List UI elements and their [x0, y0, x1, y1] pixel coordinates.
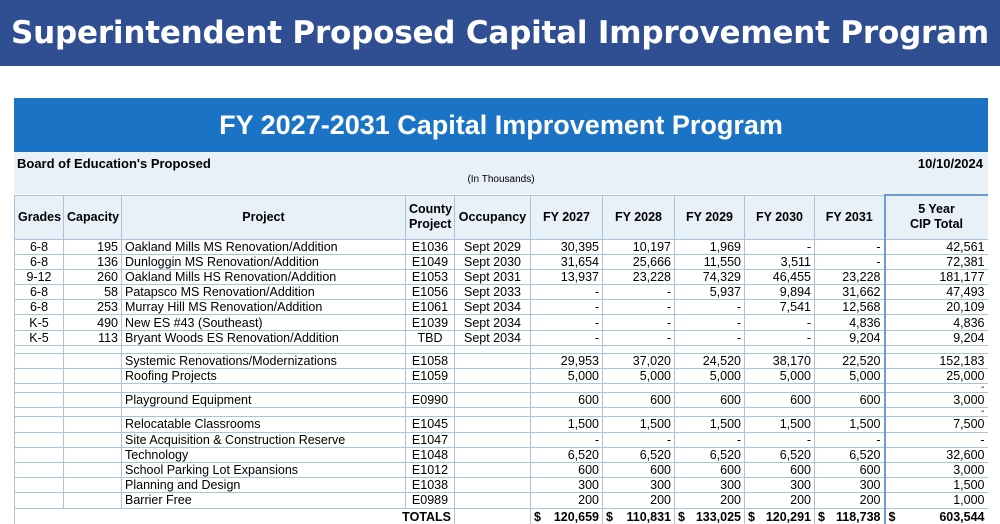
- totals-value: 118,738: [836, 509, 881, 524]
- cell-capacity: 253: [64, 300, 122, 315]
- cell-grades: [15, 384, 64, 393]
- table-row: [15, 384, 989, 393]
- cell-fy2028: [603, 384, 675, 393]
- cell-project: Planning and Design: [122, 478, 406, 493]
- cell-capacity: [64, 384, 122, 393]
- cell-fy2027: 600: [531, 462, 603, 477]
- cell-occupancy: [455, 447, 531, 462]
- cell-county-project: E1039: [406, 315, 455, 330]
- cell-county-project: E1049: [406, 254, 455, 269]
- table-row: [15, 369, 989, 384]
- cell-5yr-total: 4,836: [885, 315, 989, 330]
- cip-table: [14, 194, 988, 524]
- cell-5yr-total: 20,109: [885, 300, 989, 315]
- totals-total: [885, 508, 989, 524]
- totals-value: 120,291: [765, 509, 811, 524]
- cell-fy2029: -: [675, 432, 745, 447]
- cell-fy2031: -: [815, 432, 885, 447]
- spacer-cell: [531, 345, 603, 353]
- cell-county-project: E0990: [406, 393, 455, 408]
- col-occupancy: Occupancy: [455, 195, 531, 239]
- cell-county-project: E1045: [406, 417, 455, 432]
- totals-label: TOTALS: [15, 508, 455, 524]
- cell-county-project: E0989: [406, 493, 455, 508]
- cell-fy2027: 30,395: [531, 239, 603, 254]
- col-fy2029: FY 2029: [675, 195, 745, 239]
- cell-county-project: E1038: [406, 478, 455, 493]
- cell-project: Dunloggin MS Renovation/Addition: [122, 254, 406, 269]
- cell-occupancy: Sept 2034: [455, 315, 531, 330]
- cell-fy2028: -: [603, 330, 675, 345]
- cell-project: Site Acquisition & Construction Reserve: [122, 432, 406, 447]
- cell-5yr-total: 25,000: [885, 369, 989, 384]
- cell-fy2030: 600: [745, 393, 815, 408]
- cell-occupancy: [455, 353, 531, 368]
- spacer-cell: [64, 345, 122, 353]
- cell-grades: 6-8: [15, 300, 64, 315]
- cell-capacity: 260: [64, 269, 122, 284]
- cell-fy2031: 600: [815, 393, 885, 408]
- table-row: [15, 269, 989, 284]
- cell-fy2030: 300: [745, 478, 815, 493]
- cell-fy2027: 13,937: [531, 269, 603, 284]
- cell-county-project: E1059: [406, 369, 455, 384]
- cell-fy2028: 600: [603, 393, 675, 408]
- cell-county-project: E1058: [406, 353, 455, 368]
- cell-capacity: [64, 353, 122, 368]
- slide-banner: [0, 0, 1000, 66]
- cell-fy2031: 5,000: [815, 369, 885, 384]
- cell-fy2028: 600: [603, 462, 675, 477]
- cell-fy2028: -: [603, 285, 675, 300]
- cell-5yr-total: -: [885, 384, 989, 393]
- cell-occupancy: Sept 2034: [455, 300, 531, 315]
- cell-project: New ES #43 (Southeast): [122, 315, 406, 330]
- cell-project: Bryant Woods ES Renovation/Addition: [122, 330, 406, 345]
- cell-fy2029: -: [675, 300, 745, 315]
- cell-project: Murray Hill MS Renovation/Addition: [122, 300, 406, 315]
- totals-fy2031: [815, 508, 885, 524]
- spacer-cell: [122, 345, 406, 353]
- cell-fy2027: 31,654: [531, 254, 603, 269]
- cell-grades: 6-8: [15, 254, 64, 269]
- cell-capacity: [64, 369, 122, 384]
- cip-spreadsheet: [14, 98, 988, 524]
- cell-grades: [15, 393, 64, 408]
- cell-fy2028: [603, 408, 675, 417]
- sheet-title: FY 2027-2031 Capital Improvement Program: [14, 98, 988, 152]
- cell-project: Patapsco MS Renovation/Addition: [122, 285, 406, 300]
- cell-fy2030: -: [745, 330, 815, 345]
- table-row: [15, 447, 989, 462]
- cell-fy2029: 1,969: [675, 239, 745, 254]
- cell-fy2027: 29,953: [531, 353, 603, 368]
- cell-project: Technology: [122, 447, 406, 462]
- cell-fy2028: -: [603, 432, 675, 447]
- currency-symbol: $: [606, 509, 613, 524]
- cell-fy2029: 11,550: [675, 254, 745, 269]
- cell-occupancy: [455, 384, 531, 393]
- cell-fy2031: 600: [815, 462, 885, 477]
- cell-fy2029: [675, 408, 745, 417]
- cell-project: Relocatable Classrooms: [122, 417, 406, 432]
- cell-fy2029: 1,500: [675, 417, 745, 432]
- cell-county-project: [406, 384, 455, 393]
- cell-project: [122, 384, 406, 393]
- cell-project: Roofing Projects: [122, 369, 406, 384]
- cell-fy2030: [745, 384, 815, 393]
- cell-occupancy: [455, 417, 531, 432]
- cell-county-project: E1047: [406, 432, 455, 447]
- cell-grades: [15, 417, 64, 432]
- cell-occupancy: Sept 2031: [455, 269, 531, 284]
- cell-fy2028: 37,020: [603, 353, 675, 368]
- cell-fy2031: 31,662: [815, 285, 885, 300]
- cell-fy2031: 12,568: [815, 300, 885, 315]
- cell-capacity: [64, 493, 122, 508]
- cell-capacity: [64, 417, 122, 432]
- cell-fy2028: 25,666: [603, 254, 675, 269]
- table-row: [15, 254, 989, 269]
- cell-fy2029: 24,520: [675, 353, 745, 368]
- currency-symbol: $: [888, 509, 896, 524]
- cell-occupancy: [455, 462, 531, 477]
- totals-value: 120,659: [553, 509, 599, 524]
- cell-fy2031: 22,520: [815, 353, 885, 368]
- cell-grades: 6-8: [15, 285, 64, 300]
- cell-fy2030: 9,894: [745, 285, 815, 300]
- spacer-cell: [603, 345, 675, 353]
- spacer-cell: [406, 345, 455, 353]
- totals-row: [15, 508, 989, 524]
- cell-fy2030: -: [745, 239, 815, 254]
- totals-fy2028: [603, 508, 675, 524]
- sheet-subheader: [14, 152, 988, 194]
- cell-occupancy: [455, 393, 531, 408]
- spacer-cell: [675, 345, 745, 353]
- cell-capacity: [64, 447, 122, 462]
- cell-fy2029: 5,937: [675, 285, 745, 300]
- cell-fy2029: 600: [675, 462, 745, 477]
- spacer-cell: [745, 345, 815, 353]
- cell-project: School Parking Lot Expansions: [122, 462, 406, 477]
- sheet-date: 10/10/2024: [917, 156, 983, 171]
- cell-fy2031: -: [815, 239, 885, 254]
- col-county-project: County Project: [406, 195, 455, 239]
- cell-5yr-total: 1,500: [885, 478, 989, 493]
- cell-fy2028: 300: [603, 478, 675, 493]
- cell-grades: [15, 353, 64, 368]
- cell-project: [122, 408, 406, 417]
- cell-fy2027: -: [531, 330, 603, 345]
- cell-county-project: E1048: [406, 447, 455, 462]
- cell-fy2028: 200: [603, 493, 675, 508]
- cell-fy2030: 6,520: [745, 447, 815, 462]
- cell-fy2031: 6,520: [815, 447, 885, 462]
- cell-fy2031: 4,836: [815, 315, 885, 330]
- cell-fy2027: -: [531, 300, 603, 315]
- cell-5yr-total: 3,000: [885, 462, 989, 477]
- cell-grades: [15, 369, 64, 384]
- col-capacity: Capacity: [64, 195, 122, 239]
- cell-capacity: [64, 478, 122, 493]
- board-label: Board of Education's Proposed: [17, 156, 211, 171]
- cell-fy2029: 5,000: [675, 369, 745, 384]
- cell-capacity: 136: [64, 254, 122, 269]
- cell-fy2027: -: [531, 432, 603, 447]
- cell-capacity: [64, 462, 122, 477]
- cell-fy2027: [531, 384, 603, 393]
- cell-fy2031: 200: [815, 493, 885, 508]
- cell-fy2029: 600: [675, 393, 745, 408]
- cell-fy2031: [815, 384, 885, 393]
- cell-fy2030: -: [745, 315, 815, 330]
- cell-occupancy: Sept 2034: [455, 330, 531, 345]
- cell-5yr-total: 9,204: [885, 330, 989, 345]
- cell-5yr-total: -: [885, 408, 989, 417]
- cell-project: Systemic Renovations/Modernizations: [122, 353, 406, 368]
- cell-fy2031: [815, 408, 885, 417]
- table-row: [15, 300, 989, 315]
- cell-fy2027: -: [531, 315, 603, 330]
- col-grades: Grades: [15, 195, 64, 239]
- cell-fy2028: -: [603, 315, 675, 330]
- cell-county-project: E1012: [406, 462, 455, 477]
- cell-occupancy: Sept 2033: [455, 285, 531, 300]
- cell-occupancy: [455, 432, 531, 447]
- cell-occupancy: Sept 2030: [455, 254, 531, 269]
- cell-5yr-total: 42,561: [885, 239, 989, 254]
- cell-fy2029: 200: [675, 493, 745, 508]
- cell-county-project: E1056: [406, 285, 455, 300]
- spacer-cell: [815, 345, 885, 353]
- cell-fy2027: -: [531, 285, 603, 300]
- table-row: [15, 393, 989, 408]
- table-row: [15, 478, 989, 493]
- slide-title: Superintendent Proposed Capital Improvement Program: [11, 15, 989, 51]
- cell-fy2031: 23,228: [815, 269, 885, 284]
- cell-grades: [15, 462, 64, 477]
- cell-occupancy: [455, 478, 531, 493]
- cell-county-project: E1061: [406, 300, 455, 315]
- cell-fy2029: 74,329: [675, 269, 745, 284]
- currency-symbol: $: [818, 509, 825, 524]
- cell-fy2027: [531, 408, 603, 417]
- col-fy2030: FY 2030: [745, 195, 815, 239]
- cell-fy2031: -: [815, 254, 885, 269]
- cell-county-project: E1053: [406, 269, 455, 284]
- cell-5yr-total: 1,000: [885, 493, 989, 508]
- cell-5yr-total: 47,493: [885, 285, 989, 300]
- currency-symbol: $: [678, 509, 685, 524]
- cell-occupancy: [455, 369, 531, 384]
- cell-fy2027: 300: [531, 478, 603, 493]
- cell-5yr-total: -: [885, 432, 989, 447]
- cell-project: Playground Equipment: [122, 393, 406, 408]
- spacer-cell: [15, 345, 64, 353]
- cell-project: Oakland Mills MS Renovation/Addition: [122, 239, 406, 254]
- table-row: [15, 462, 989, 477]
- cell-5yr-total: 181,177: [885, 269, 989, 284]
- cell-capacity: 195: [64, 239, 122, 254]
- currency-symbol: $: [534, 509, 541, 524]
- cell-fy2030: 46,455: [745, 269, 815, 284]
- table-row: [15, 353, 989, 368]
- cell-capacity: 113: [64, 330, 122, 345]
- cell-fy2029: -: [675, 330, 745, 345]
- cell-fy2027: 200: [531, 493, 603, 508]
- col-fy2028: FY 2028: [603, 195, 675, 239]
- cell-grades: K-5: [15, 315, 64, 330]
- cell-grades: [15, 432, 64, 447]
- cell-grades: [15, 408, 64, 417]
- table-row: [15, 408, 989, 417]
- cell-fy2030: 1,500: [745, 417, 815, 432]
- cell-fy2028: 10,197: [603, 239, 675, 254]
- cell-fy2028: 6,520: [603, 447, 675, 462]
- cell-occupancy: [455, 508, 531, 524]
- units-note: (In Thousands): [467, 174, 535, 185]
- totals-fy2027: [531, 508, 603, 524]
- cell-fy2031: 9,204: [815, 330, 885, 345]
- totals-value: 603,544: [939, 509, 985, 524]
- cell-occupancy: [455, 493, 531, 508]
- cell-grades: [15, 478, 64, 493]
- table-row: [15, 285, 989, 300]
- cell-grades: K-5: [15, 330, 64, 345]
- cell-fy2030: 3,511: [745, 254, 815, 269]
- cell-grades: [15, 447, 64, 462]
- totals-fy2030: [745, 508, 815, 524]
- cell-fy2027: 1,500: [531, 417, 603, 432]
- cell-fy2031: 1,500: [815, 417, 885, 432]
- cell-fy2030: 5,000: [745, 369, 815, 384]
- cell-fy2028: 23,228: [603, 269, 675, 284]
- currency-symbol: $: [748, 509, 755, 524]
- cell-5yr-total: 7,500: [885, 417, 989, 432]
- cell-fy2029: 6,520: [675, 447, 745, 462]
- cell-fy2030: -: [745, 432, 815, 447]
- table-row: [15, 417, 989, 432]
- spacer-cell: [885, 345, 989, 353]
- cell-grades: [15, 493, 64, 508]
- cell-fy2028: 5,000: [603, 369, 675, 384]
- cell-capacity: [64, 408, 122, 417]
- cell-grades: 6-8: [15, 239, 64, 254]
- totals-value: 110,831: [626, 509, 671, 524]
- cell-project: Oakland Mills HS Renovation/Addition: [122, 269, 406, 284]
- cell-grades: 9-12: [15, 269, 64, 284]
- cell-fy2030: 200: [745, 493, 815, 508]
- table-header-row: [15, 195, 989, 239]
- cell-capacity: [64, 432, 122, 447]
- totals-value: 133,025: [695, 509, 741, 524]
- cell-capacity: 58: [64, 285, 122, 300]
- table-body: [15, 239, 989, 524]
- cell-5yr-total: 72,381: [885, 254, 989, 269]
- table-row: [15, 330, 989, 345]
- cell-capacity: 490: [64, 315, 122, 330]
- cell-fy2031: 300: [815, 478, 885, 493]
- cell-fy2030: 600: [745, 462, 815, 477]
- cell-fy2030: [745, 408, 815, 417]
- cell-5yr-total: 32,600: [885, 447, 989, 462]
- table-row: [15, 493, 989, 508]
- totals-fy2029: [675, 508, 745, 524]
- col-project: Project: [122, 195, 406, 239]
- cell-county-project: [406, 408, 455, 417]
- cell-fy2027: 6,520: [531, 447, 603, 462]
- cell-fy2027: 5,000: [531, 369, 603, 384]
- table-row: [15, 432, 989, 447]
- cell-project: Barrier Free: [122, 493, 406, 508]
- cell-5yr-total: 3,000: [885, 393, 989, 408]
- spacer-row: [15, 345, 989, 353]
- col-fy2031: FY 2031: [815, 195, 885, 239]
- cell-fy2028: 1,500: [603, 417, 675, 432]
- col-fy2027: FY 2027: [531, 195, 603, 239]
- table-row: [15, 315, 989, 330]
- cell-fy2029: 300: [675, 478, 745, 493]
- cell-fy2027: 600: [531, 393, 603, 408]
- col-5yr-total: 5 Year CIP Total: [885, 195, 989, 239]
- cell-fy2029: -: [675, 315, 745, 330]
- cell-occupancy: [455, 408, 531, 417]
- cell-occupancy: Sept 2029: [455, 239, 531, 254]
- cell-capacity: [64, 393, 122, 408]
- cell-fy2029: [675, 384, 745, 393]
- spacer-cell: [455, 345, 531, 353]
- cell-county-project: TBD: [406, 330, 455, 345]
- cell-fy2028: -: [603, 300, 675, 315]
- cell-county-project: E1036: [406, 239, 455, 254]
- cell-fy2030: 38,170: [745, 353, 815, 368]
- cell-fy2030: 7,541: [745, 300, 815, 315]
- table-row: [15, 239, 989, 254]
- cell-5yr-total: 152,183: [885, 353, 989, 368]
